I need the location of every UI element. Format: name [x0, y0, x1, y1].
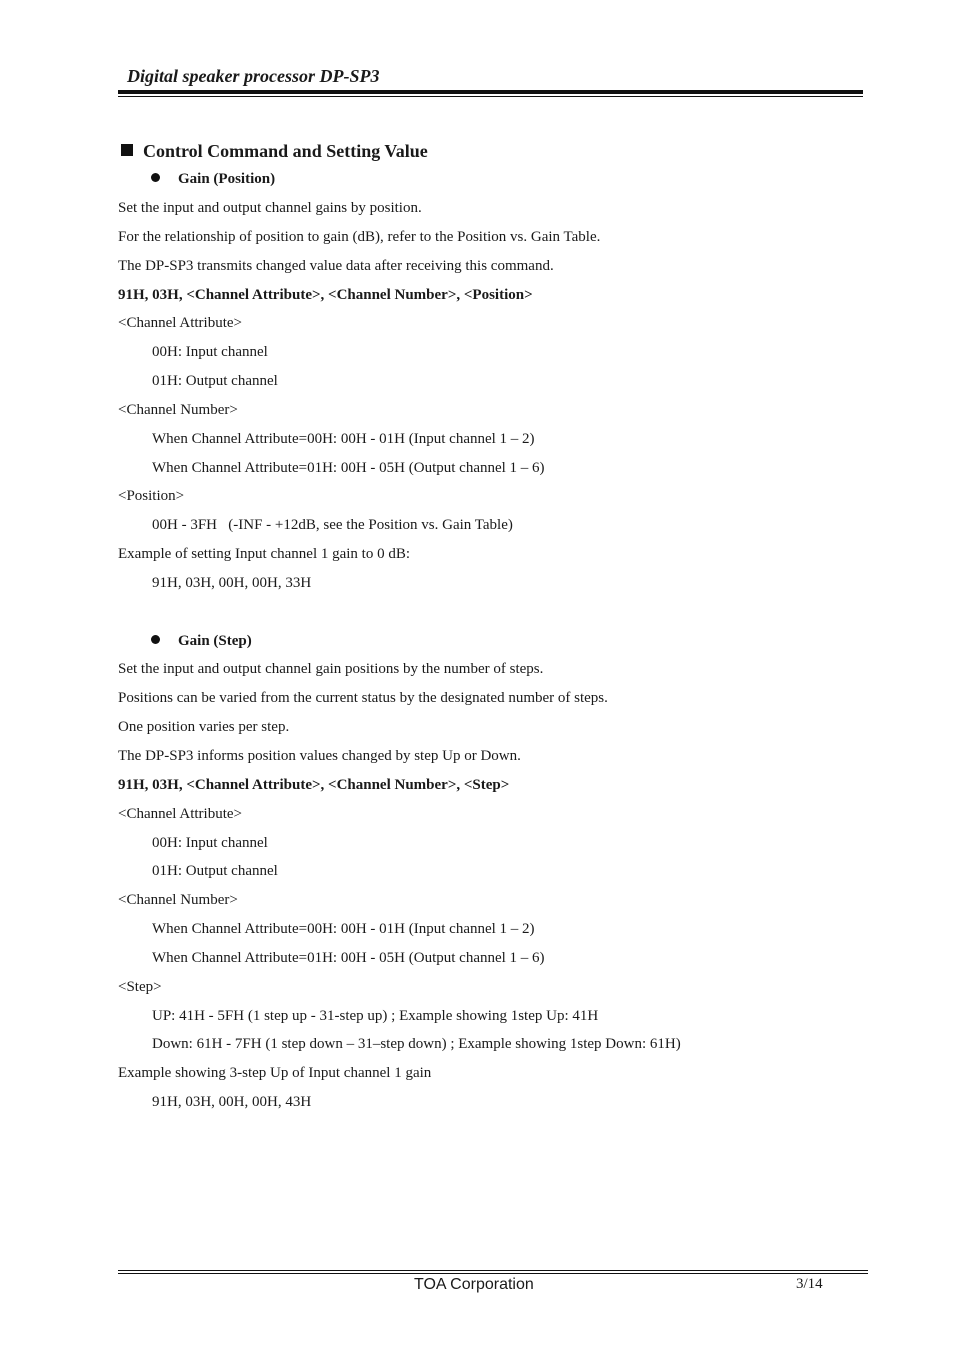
param-label-channel-attribute: <Channel Attribute> — [118, 806, 242, 822]
footer-company: TOA Corporation — [414, 1276, 534, 1293]
param-value: 00H - 3FH (-INF - +12dB, see the Position vs. Gain Table) — [152, 517, 513, 533]
paragraph-line: One position varies per step. — [118, 719, 290, 735]
bullet-dot-icon — [151, 635, 160, 644]
command-format: 91H, 03H, <Channel Attribute>, <Channel Number>, <Step> — [118, 777, 510, 793]
page-number: 3/14 — [796, 1276, 823, 1292]
param-value: When Channel Attribute=00H: 00H - 01H (Input channel 1 – 2) — [152, 431, 535, 447]
header-rule-thick — [118, 90, 863, 94]
document-header-title: Digital speaker processor DP-SP3 — [127, 66, 380, 86]
header-rule-thin — [118, 96, 863, 97]
example-label: Example of setting Input channel 1 gain to 0 dB: — [118, 546, 411, 562]
subsection-heading-gain-step — [151, 633, 252, 650]
param-value: When Channel Attribute=00H: 00H - 01H (Input channel 1 – 2) — [152, 921, 535, 937]
paragraph-line: The DP-SP3 informs position values changed by step Up or Down. — [118, 748, 521, 764]
param-value: When Channel Attribute=01H: 00H - 05H (Output channel 1 – 6) — [152, 950, 545, 966]
param-value: UP: 41H - 5FH (1 step up - 31-step up) ; Example showing 1step Up: 41H — [152, 1008, 599, 1024]
param-label-channel-attribute: <Channel Attribute> — [118, 315, 242, 331]
paragraph-line: Set the input and output channel gain positions by the number of steps. — [118, 661, 544, 677]
paragraph-line: The DP-SP3 transmits changed value data after receiving this command. — [118, 258, 554, 274]
footer-rule — [118, 1270, 868, 1271]
param-value: 00H: Input channel — [152, 835, 268, 851]
footer-rule — [118, 1273, 868, 1274]
param-label-channel-number: <Channel Number> — [118, 892, 238, 908]
param-value: 00H: Input channel — [152, 344, 268, 360]
paragraph-line: For the relationship of position to gain (dB), refer to the Position vs. Gain Table. — [118, 229, 601, 245]
command-format: 91H, 03H, <Channel Attribute>, <Channel Number>, <Position> — [118, 287, 533, 303]
param-label-position: <Position> — [118, 488, 185, 504]
section-heading — [121, 141, 428, 162]
param-label-channel-number: <Channel Number> — [118, 402, 238, 418]
subsection-heading-gain-position — [151, 171, 275, 188]
example-value: 91H, 03H, 00H, 00H, 43H — [152, 1094, 312, 1110]
param-label-step: <Step> — [118, 979, 162, 995]
paragraph-line: Set the input and output channel gains by position. — [118, 200, 422, 216]
square-bullet-icon — [121, 144, 133, 156]
bullet-dot-icon — [151, 173, 160, 182]
param-value: 01H: Output channel — [152, 863, 278, 879]
param-value: Down: 61H - 7FH (1 step down – 31–step down) ; Example showing 1step Down: 61H) — [152, 1036, 681, 1052]
example-label: Example showing 3-step Up of Input channel 1 gain — [118, 1065, 432, 1081]
param-value: When Channel Attribute=01H: 00H - 05H (Output channel 1 – 6) — [152, 460, 545, 476]
paragraph-line: Positions can be varied from the current status by the designated number of steps. — [118, 690, 608, 706]
section-heading-text: Control Command and Setting Value — [143, 141, 428, 161]
param-value: 01H: Output channel — [152, 373, 278, 389]
subsection-title: Gain (Position) — [178, 171, 276, 187]
subsection-title: Gain (Step) — [178, 633, 252, 649]
example-value: 91H, 03H, 00H, 00H, 33H — [152, 575, 312, 591]
